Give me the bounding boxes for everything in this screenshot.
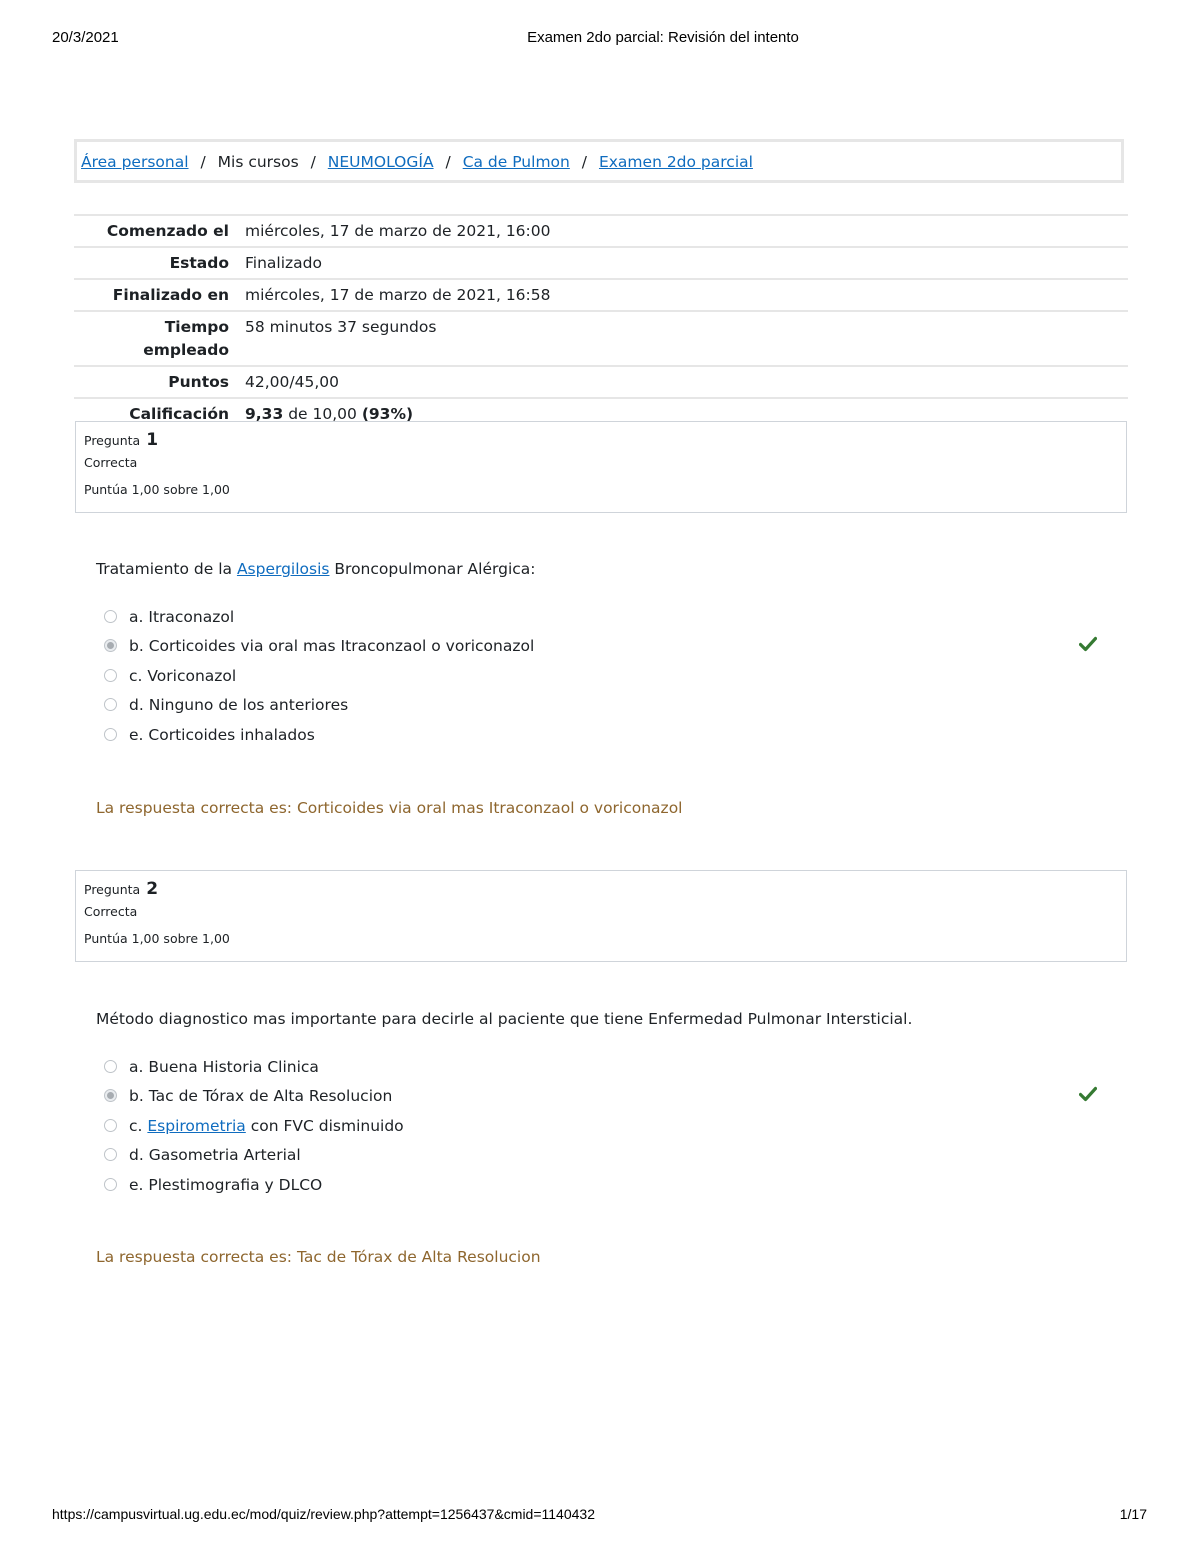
answer-option-c — [104, 1115, 1104, 1144]
answer-label: e. Plestimografia y DLCO — [129, 1175, 323, 1194]
answer-label: d. Ninguno de los anteriores — [129, 696, 349, 715]
answer-option-d — [104, 1144, 1104, 1173]
breadcrumb-area-personal[interactable]: Área personal — [81, 153, 189, 171]
answer-radio[interactable] — [104, 1060, 117, 1073]
summary-row-started — [74, 215, 1128, 247]
answer-option-e — [104, 724, 1104, 753]
answer-label: b. Corticoides via oral mas Itraconzaol o voriconazol — [129, 637, 535, 656]
breadcrumb-neumologia[interactable]: NEUMOLOGÍA — [327, 153, 434, 171]
breadcrumb-ca-de-pulmon[interactable]: Ca de Pulmon — [462, 153, 570, 171]
print-footer — [0, 1506, 1200, 1526]
answer-option-c — [104, 665, 1104, 694]
answer-radio[interactable] — [104, 1148, 117, 1161]
question-1-right-answer: La respuesta correcta es: Corticoides via oral mas Itraconzaol o voriconazol — [96, 799, 683, 817]
answer-label: d. Gasometria Arterial — [129, 1146, 301, 1165]
answer-radio-selected[interactable] — [104, 639, 117, 652]
breadcrumb-separator: / — [445, 153, 451, 171]
summary-value: Finalizado — [245, 254, 322, 272]
summary-row-state — [74, 247, 1128, 279]
attempt-summary-table — [74, 214, 1128, 429]
question-text-after: Broncopulmonar Alérgica: — [329, 560, 536, 578]
check-icon — [1079, 635, 1097, 653]
question-prefix: Pregunta — [84, 433, 141, 448]
print-header — [0, 29, 1200, 49]
question-state: Correcta — [84, 904, 138, 919]
question-number — [84, 878, 1118, 900]
answer-radio[interactable] — [104, 610, 117, 623]
glossary-link-espirometria[interactable]: Espirometria — [147, 1116, 246, 1135]
question-prefix: Pregunta — [84, 882, 141, 897]
answer-option-d — [104, 694, 1104, 723]
question-2-info — [75, 870, 1127, 962]
question-1-text — [96, 558, 536, 580]
question-grade: Puntúa 1,00 sobre 1,00 — [84, 482, 230, 497]
answer-label: c. Voriconazol — [129, 666, 237, 685]
breadcrumb-examen[interactable]: Examen 2do parcial — [598, 153, 753, 171]
answer-radio[interactable] — [104, 728, 117, 741]
question-1-answers — [104, 606, 1104, 753]
glossary-link-aspergilosis[interactable]: Aspergilosis — [236, 560, 330, 578]
grade-percent: (93%) — [361, 405, 414, 423]
answer-option-a — [104, 1056, 1104, 1085]
question-number-value: 2 — [146, 879, 159, 899]
answer-radio-selected[interactable] — [104, 1089, 117, 1102]
answer-option-b — [104, 1085, 1104, 1114]
summary-label: Comenzado el — [106, 222, 229, 240]
question-2-right-answer: La respuesta correcta es: Tac de Tórax de Alta Resolucion — [96, 1248, 541, 1266]
print-title: Examen 2do parcial: Revisión del intento — [527, 29, 799, 46]
summary-value: miércoles, 17 de marzo de 2021, 16:58 — [245, 286, 551, 304]
summary-label: Estado — [169, 254, 229, 272]
answer-option-b — [104, 635, 1104, 664]
breadcrumb — [74, 139, 1124, 183]
breadcrumb-separator: / — [310, 153, 316, 171]
summary-label: Finalizado en — [112, 286, 229, 304]
answer-label: e. Corticoides inhalados — [129, 725, 315, 744]
answer-option-a — [104, 606, 1104, 635]
question-state: Correcta — [84, 455, 138, 470]
question-1-info — [75, 421, 1127, 513]
print-page-number: 1/17 — [1119, 1506, 1147, 1522]
summary-row-time-taken — [74, 311, 1128, 366]
answer-label: a. Buena Historia Clinica — [129, 1058, 319, 1076]
summary-value: miércoles, 17 de marzo de 2021, 16:00 — [245, 222, 551, 240]
question-grade: Puntúa 1,00 sobre 1,00 — [84, 931, 230, 946]
breadcrumb-separator: / — [200, 153, 206, 171]
answer-label: a. Itraconazol — [129, 608, 235, 626]
summary-row-finished — [74, 279, 1128, 311]
answer-radio[interactable] — [104, 1119, 117, 1132]
answer-radio[interactable] — [104, 698, 117, 711]
summary-label: Calificación — [129, 405, 229, 423]
grade-of: de 10,00 — [288, 405, 357, 423]
breadcrumb-mis-cursos: Mis cursos — [217, 153, 299, 171]
question-number-value: 1 — [146, 430, 159, 450]
print-date: 20/3/2021 — [52, 29, 119, 46]
answer-label: b. Tac de Tórax de Alta Resolucion — [129, 1087, 393, 1106]
question-number — [84, 429, 1118, 451]
answer-label: c. Espirometria con FVC disminuido — [129, 1116, 404, 1135]
question-2-text: Método diagnostico mas importante para decirle al paciente que tiene Enfermedad Pulmonar Intersticial. — [96, 1010, 913, 1028]
answer-option-e — [104, 1174, 1104, 1203]
check-icon — [1079, 1085, 1097, 1103]
summary-value: 58 minutos 37 segundos — [245, 318, 437, 336]
answer-radio[interactable] — [104, 669, 117, 682]
answer-radio[interactable] — [104, 1178, 117, 1191]
question-2-answers — [104, 1056, 1104, 1203]
summary-value: 42,00/45,00 — [245, 373, 339, 391]
question-text-before: Tratamiento de la — [96, 560, 237, 578]
print-url: https://campusvirtual.ug.edu.ec/mod/quiz/review.php?attempt=1256437&cmid=1140432 — [52, 1506, 595, 1522]
summary-label: Puntos — [168, 373, 229, 391]
breadcrumb-separator: / — [581, 153, 588, 171]
grade-score: 9,33 — [245, 405, 284, 423]
summary-row-points — [74, 366, 1128, 398]
summary-label: Tiempo empleado — [143, 318, 229, 359]
